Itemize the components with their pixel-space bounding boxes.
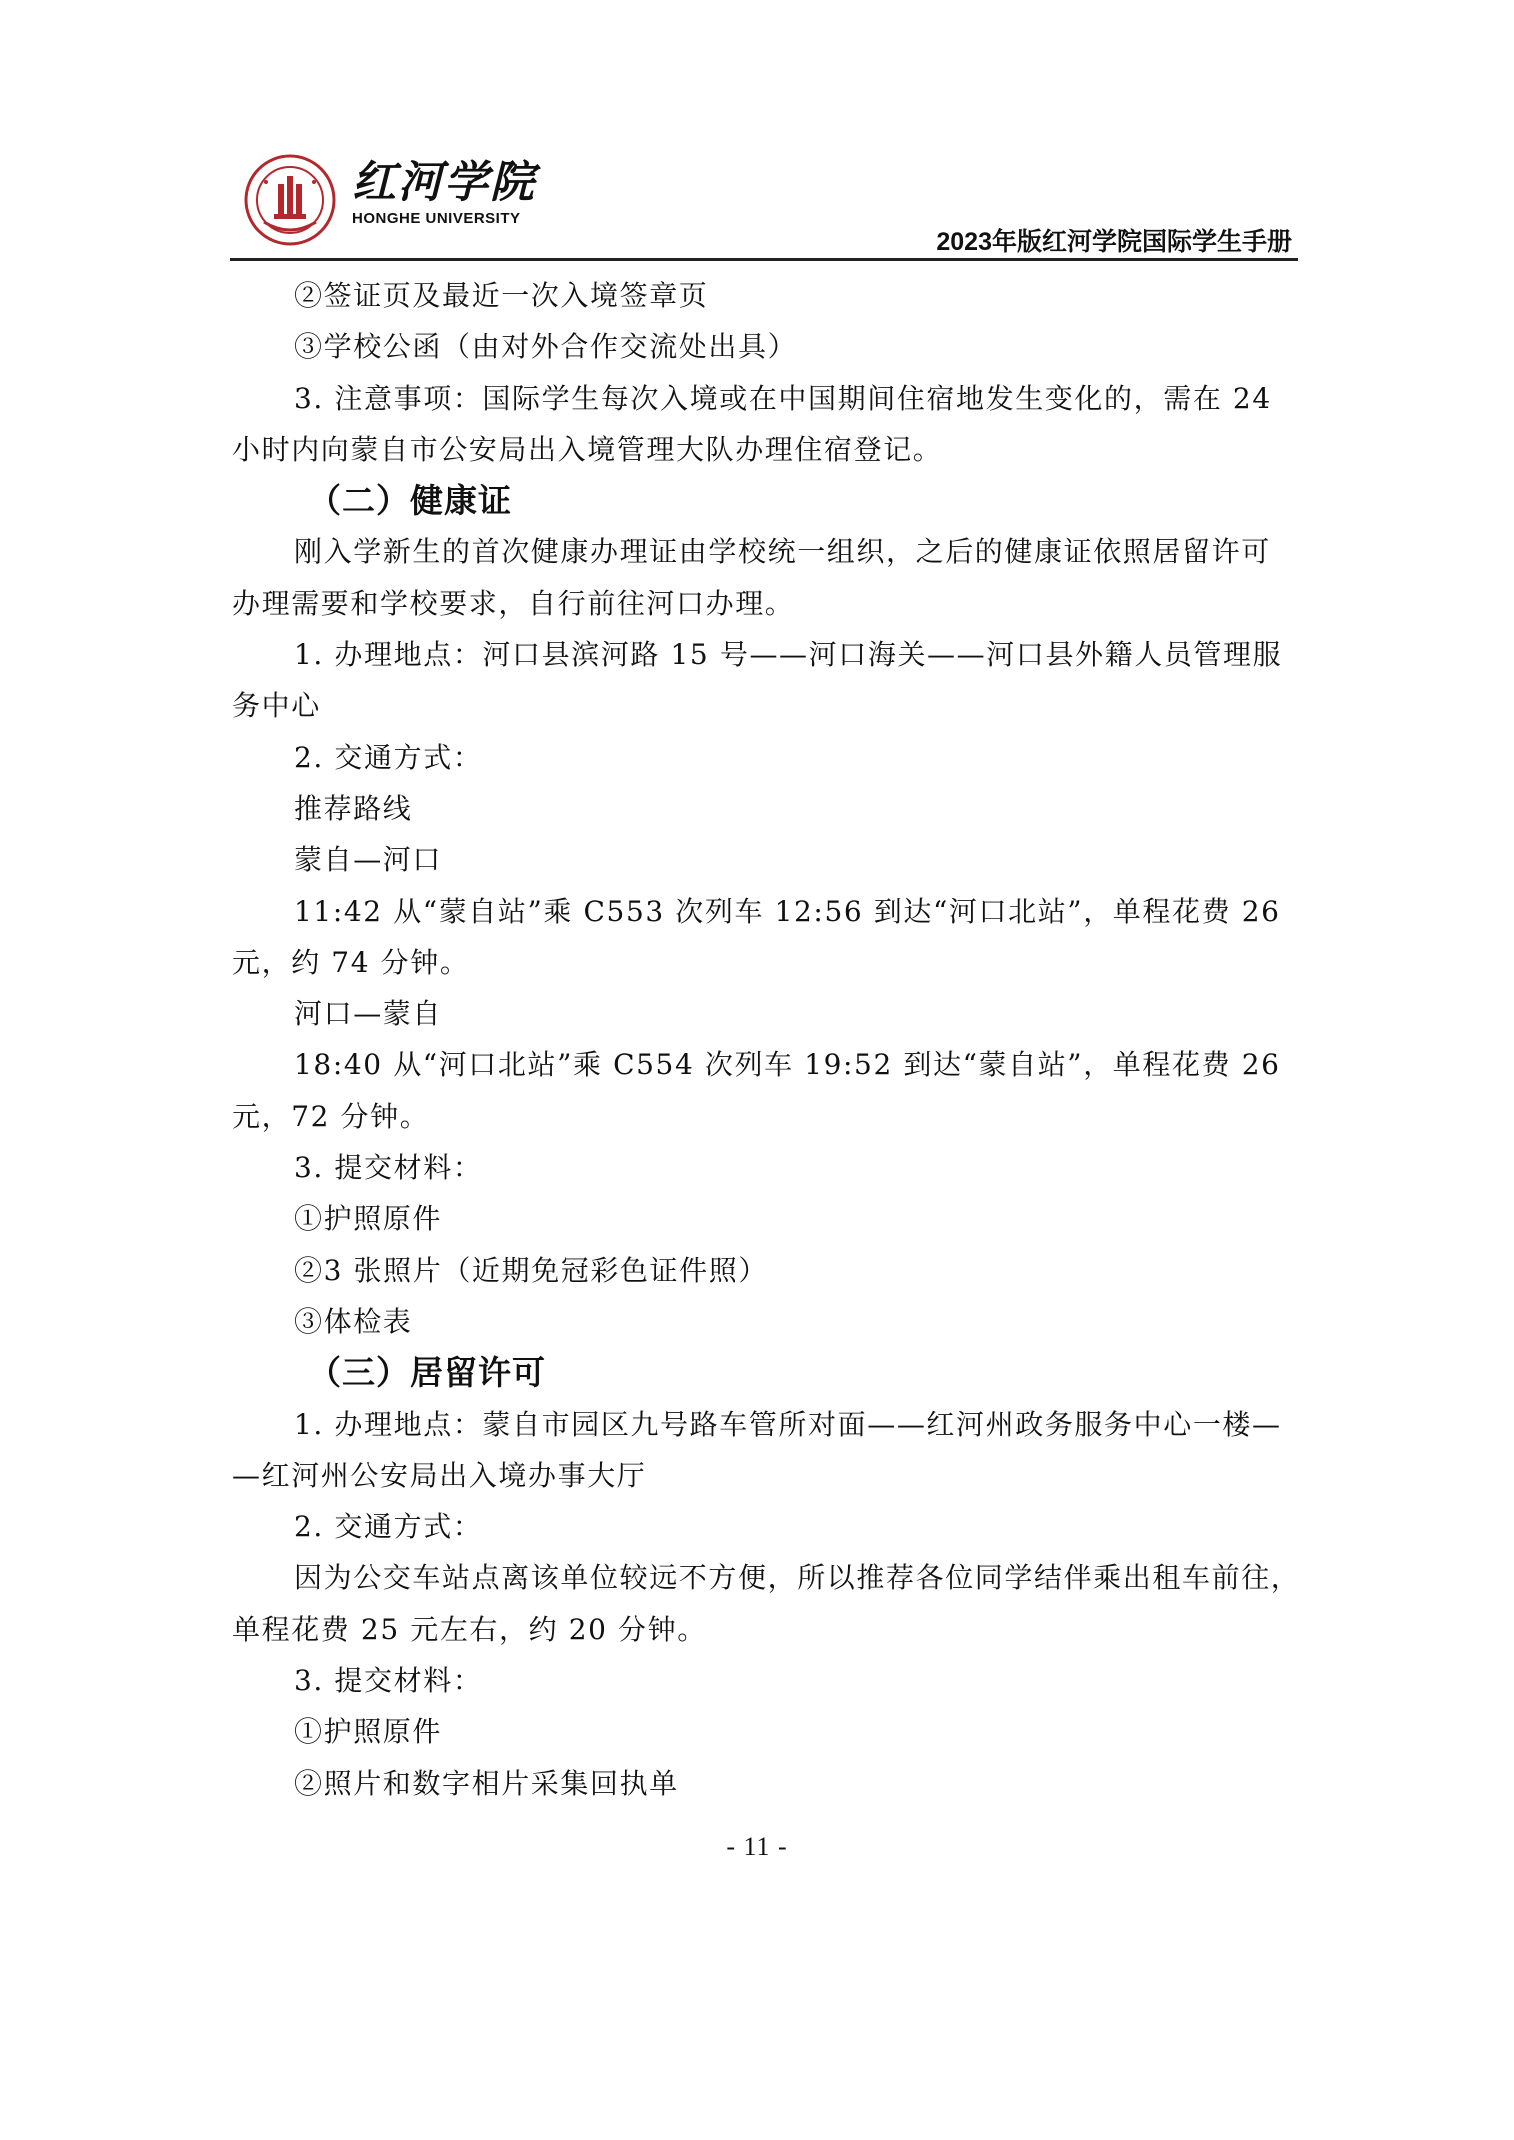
section-heading: （三）居留许可 bbox=[308, 1353, 546, 1393]
paragraph: 1. 办理地点：河口县滨河路 15 号——河口海关——河口县外籍人员管理服 bbox=[294, 638, 1283, 672]
paragraph: ②3 张照片（近期免冠彩色证件照） bbox=[294, 1253, 768, 1287]
paragraph: ③体检表 bbox=[294, 1304, 413, 1338]
paragraph: 3. 提交材料： bbox=[294, 1151, 483, 1185]
paragraph: 1. 办理地点：蒙自市园区九号路车管所对面——红河州政务服务中心一楼— bbox=[294, 1407, 1282, 1441]
paragraph: 刚入学新生的首次健康办理证由学校统一组织，之后的健康证依照居留许可 bbox=[294, 535, 1271, 569]
manual-title: 2023年版红河学院国际学生手册 bbox=[936, 228, 1292, 256]
paragraph: 推荐路线 bbox=[294, 791, 413, 825]
paragraph: 2. 交通方式： bbox=[294, 740, 483, 774]
paragraph: 3. 注意事项：国际学生每次入境或在中国期间住宿地发生变化的，需在 24 bbox=[294, 381, 1272, 415]
university-wordmark bbox=[352, 157, 536, 227]
page-body bbox=[232, 270, 1302, 1809]
paragraph: 18:40 从“河口北站”乘 C554 次列车 19:52 到达“蒙自站”，单程花费 26 bbox=[294, 1048, 1281, 1082]
university-name-en: HONGHE UNIVERSITY bbox=[352, 210, 521, 227]
paragraph: ②签证页及最近一次入境签章页 bbox=[294, 279, 709, 312]
paragraph: 蒙自—河口 bbox=[294, 843, 443, 877]
paragraph: 小时内向蒙自市公安局出入境管理大队办理住宿登记。 bbox=[232, 432, 943, 466]
page-header bbox=[230, 140, 1298, 260]
paragraph: —红河州公安局出入境办事大厅 bbox=[232, 1458, 647, 1492]
paragraph: ③学校公函（由对外合作交流处出具） bbox=[294, 330, 798, 364]
university-name-cn: 红河学院 bbox=[352, 157, 536, 208]
paragraph: 2. 交通方式： bbox=[294, 1510, 483, 1544]
paragraph: ①护照原件 bbox=[294, 1715, 443, 1749]
header-divider bbox=[230, 258, 1298, 261]
university-seal-icon bbox=[244, 154, 336, 246]
paragraph: ①护照原件 bbox=[294, 1202, 443, 1236]
paragraph: 3. 提交材料： bbox=[294, 1664, 483, 1698]
paragraph: 办理需要和学校要求，自行前往河口办理。 bbox=[232, 586, 795, 620]
paragraph: 务中心 bbox=[232, 689, 321, 723]
paragraph: 单程花费 25 元左右，约 20 分钟。 bbox=[232, 1612, 707, 1646]
page-number: - 11 - bbox=[726, 1832, 788, 1861]
paragraph: ②照片和数字相片采集回执单 bbox=[294, 1766, 679, 1800]
paragraph: 因为公交车站点离该单位较远不方便，所以推荐各位同学结伴乘出租车前往， bbox=[294, 1561, 1301, 1595]
paragraph: 元，约 74 分钟。 bbox=[232, 945, 470, 979]
paragraph: 河口—蒙自 bbox=[294, 997, 443, 1031]
paragraph: 11:42 从“蒙自站”乘 C553 次列车 12:56 到达“河口北站”，单程花费 26 bbox=[294, 894, 1281, 928]
paragraph: 元，72 分钟。 bbox=[232, 1099, 430, 1133]
section-heading: （二）健康证 bbox=[308, 481, 512, 521]
